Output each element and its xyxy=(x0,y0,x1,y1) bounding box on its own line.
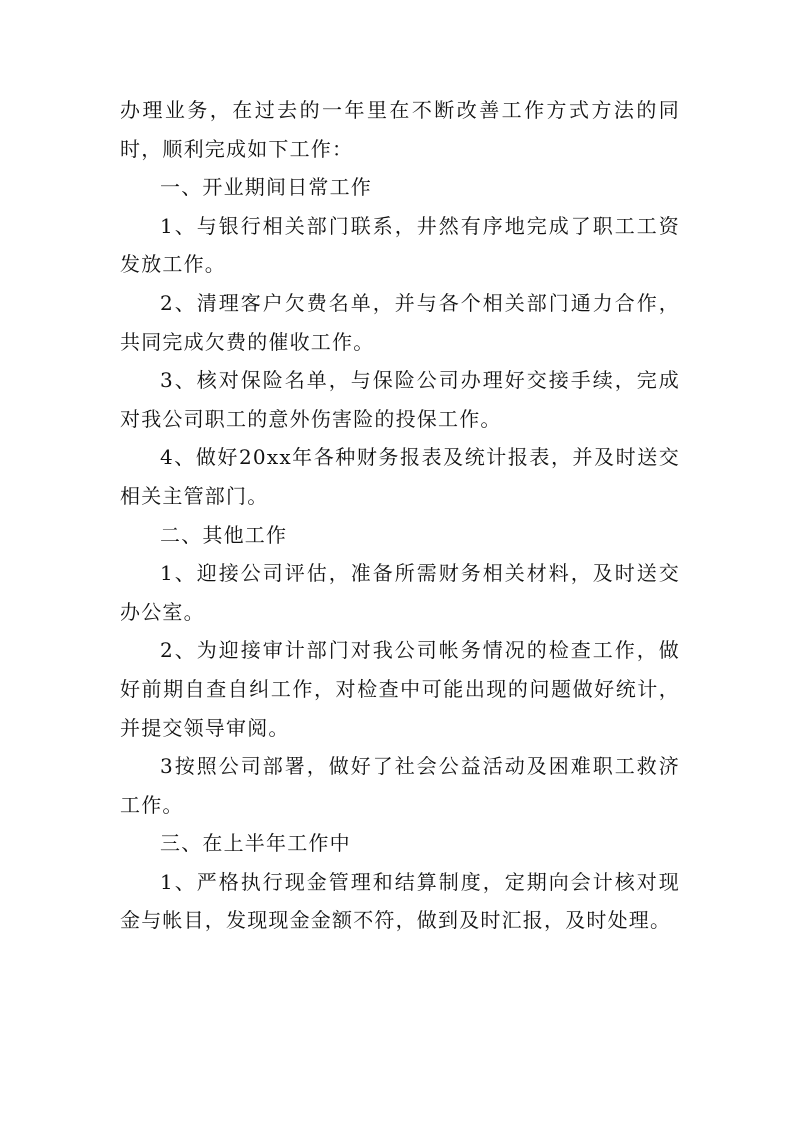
paragraph-intro: 办理业务，在过去的一年里在不断改善工作方式方法的同时，顺利完成如下工作： xyxy=(120,98,680,161)
paragraph-item-3-1: 1、严格执行现金管理和结算制度，定期向会计核对现金与帐目，发现现金金额不符，做到及时汇报，及时处理。 xyxy=(120,869,680,933)
paragraph-item-1-4: 4、做好20xx年各种财务报表及统计报表，并及时送交相关主管部门。 xyxy=(120,445,680,508)
document-body xyxy=(120,91,680,940)
paragraph-item-1-1: 1、与银行相关部门联系，井然有序地完成了职工工资发放工作。 xyxy=(120,213,680,277)
paragraph-item-2-3: 3按照公司部署，做好了社会公益活动及困难职工救济工作。 xyxy=(120,754,680,817)
paragraph-item-2-2: 2、为迎接审计部门对我公司帐务情况的检查工作，做好前期自查自纠工作，对检查中可能出现的问题做好统计，并提交领导审阅。 xyxy=(120,638,680,740)
paragraph-item-1-3: 3、核对保险名单，与保险公司办理好交接手续，完成对我公司职工的意外伤害险的投保工作。 xyxy=(120,368,680,431)
section-heading-1: 一、开业期间日常工作 xyxy=(160,175,372,200)
paragraph-item-1-2: 2、清理客户欠费名单，并与各个相关部门通力合作，共同完成欠费的催收工作。 xyxy=(120,290,680,354)
section-heading-2: 二、其他工作 xyxy=(160,522,288,547)
paragraph-item-2-1: 1、迎接公司评估，准备所需财务相关材料，及时送交办公室。 xyxy=(120,561,680,624)
section-heading-3: 三、在上半年工作中 xyxy=(160,831,351,856)
